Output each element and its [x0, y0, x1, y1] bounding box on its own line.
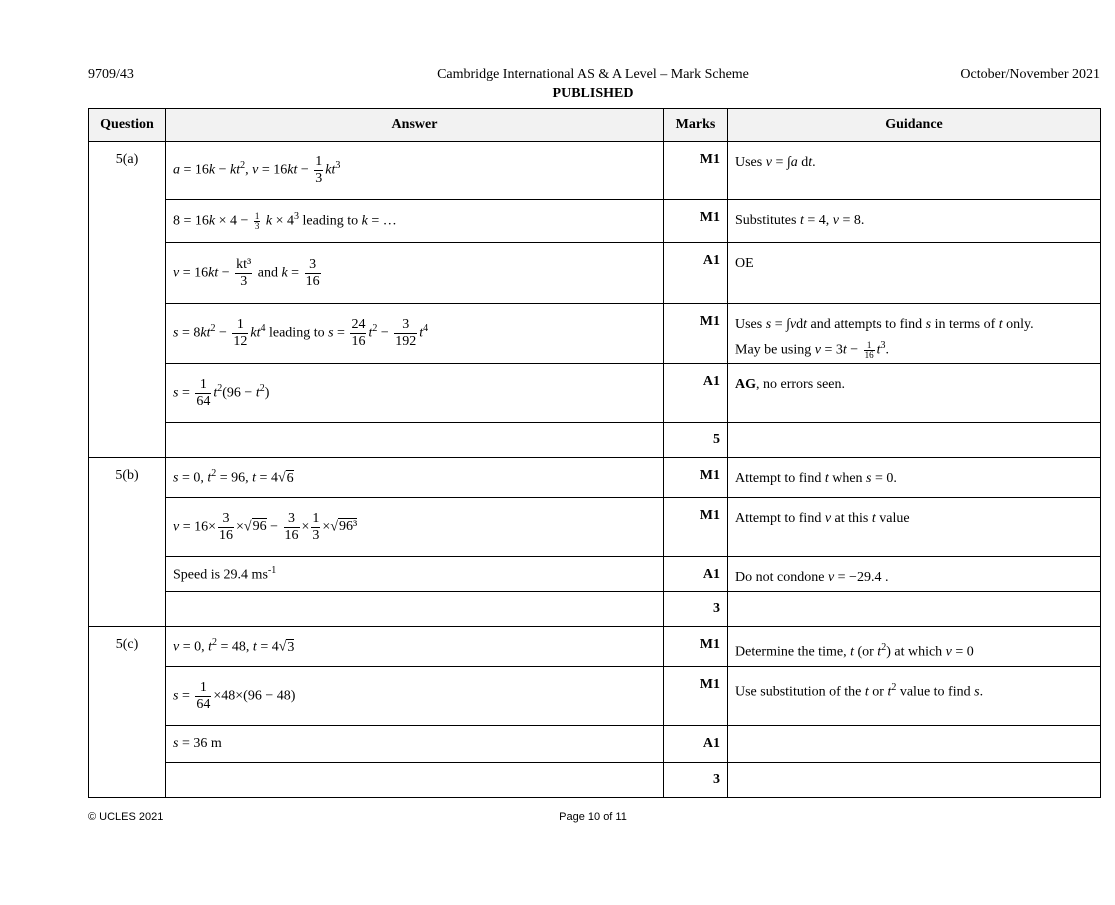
- math-variable: t: [887, 684, 892, 700]
- math-variable: kt: [287, 162, 298, 178]
- math-variable: s: [173, 688, 179, 704]
- denominator: 16: [351, 334, 366, 349]
- exam-session: October/November 2021: [960, 67, 1100, 82]
- math-variable: t: [419, 325, 424, 341]
- math-variable: a: [790, 155, 798, 170]
- math-variable: a: [173, 162, 180, 178]
- denominator: 16: [284, 527, 299, 543]
- numerator: 1: [195, 377, 211, 394]
- math-variable: kt: [200, 325, 211, 341]
- superscript: 2: [372, 323, 378, 335]
- math-variable: s: [974, 684, 980, 700]
- denominator: 3: [315, 171, 323, 186]
- math-variable: v: [832, 213, 839, 228]
- fraction: [394, 317, 417, 350]
- guidance-cell: Uses v = ∫a dt.: [728, 142, 1101, 200]
- fraction: [254, 212, 261, 231]
- table-row: [89, 592, 1101, 627]
- fraction: [350, 317, 366, 350]
- math-variable: v: [789, 317, 797, 332]
- math-variable: k: [208, 162, 216, 178]
- math-variable: kt: [250, 325, 261, 341]
- numerator: 1: [315, 154, 323, 169]
- numerator: kt³: [236, 256, 252, 272]
- fraction: [232, 317, 248, 350]
- numerator: 3: [394, 317, 417, 334]
- denominator: 16: [305, 273, 320, 289]
- numerator: 3: [218, 511, 234, 528]
- math-variable: v: [827, 570, 835, 585]
- mark-code: M1: [664, 458, 728, 498]
- col-marks: Marks: [664, 109, 728, 142]
- answer-cell: $s = 8kt^2$ − $\frac{1}{12}$ $kt^4$ leading to s = $\frac{24}{16}$ $t^2$ − $\frac{3}{192}$ $t^4$: [166, 304, 664, 364]
- answer-cell: [166, 592, 664, 627]
- denominator: 12: [233, 334, 248, 349]
- math-variable: t: [850, 644, 854, 660]
- table-row: [89, 763, 1101, 798]
- numerator: 1: [312, 510, 320, 526]
- superscript: 2: [212, 637, 218, 649]
- superscript: -1: [267, 564, 277, 576]
- answer-cell: s = $\frac{1}{64}$ ×48×(96 − 48): [166, 667, 664, 726]
- fraction: [311, 511, 320, 544]
- numerator: 1: [254, 210, 260, 221]
- superscript: 2: [881, 642, 887, 653]
- radicand: 96: [252, 519, 267, 535]
- math-variable: v: [173, 265, 180, 281]
- answer-cell: Speed is 29.4 $ms^{-1}$: [166, 557, 664, 592]
- answer-cell: s = 36 m: [166, 726, 664, 763]
- total-marks: 3: [664, 592, 728, 627]
- superscript: 2: [240, 160, 246, 172]
- math-variable: t: [213, 385, 218, 401]
- table-row: [89, 726, 1101, 763]
- math-variable: k: [281, 265, 288, 281]
- math-variable: s: [173, 385, 179, 401]
- math-variable: s: [925, 317, 932, 332]
- denominator: 16: [864, 349, 874, 360]
- math-variable: t: [998, 317, 1003, 332]
- guidance-cell: [728, 763, 1101, 798]
- fraction: [314, 154, 323, 187]
- math-variable: t: [876, 342, 881, 358]
- math-variable: k: [361, 213, 368, 229]
- superscript: 2: [211, 468, 217, 480]
- table-row: [89, 364, 1101, 423]
- guidance-cell: [728, 592, 1101, 627]
- math-variable: kt: [325, 162, 336, 178]
- math-variable: v: [814, 342, 821, 358]
- math-variable: s: [866, 471, 872, 486]
- math-variable: kt: [230, 162, 241, 178]
- mark-code: M1: [664, 498, 728, 557]
- fraction: [305, 257, 321, 290]
- fraction: [864, 341, 875, 360]
- mark-code: M1: [664, 304, 728, 364]
- denominator: 3: [312, 527, 320, 543]
- table-header: [89, 109, 1101, 142]
- math-variable: t: [252, 470, 257, 486]
- math-variable: kt: [208, 265, 219, 281]
- math-variable: t: [207, 470, 212, 486]
- superscript: 4: [260, 323, 266, 335]
- fraction: [195, 377, 211, 410]
- answer-cell: [166, 763, 664, 798]
- answer-cell: 8 = 16k × 4 − $\frac{1}{3}$ $k \times 4^3$ leading to k = …: [166, 200, 664, 243]
- mark-code: M1: [664, 142, 728, 200]
- table-row: [89, 458, 1101, 498]
- math-variable: v: [173, 519, 180, 535]
- fraction: [284, 511, 300, 544]
- guidance-cell: Attempt to find v at this t value: [728, 498, 1101, 557]
- denominator: 64: [196, 393, 211, 409]
- denominator: 64: [196, 696, 211, 712]
- table-row: [89, 423, 1101, 458]
- denominator: 3: [240, 273, 248, 289]
- square-root: √96³: [330, 519, 358, 535]
- mark-code: A1: [664, 557, 728, 592]
- bold-text: AG: [735, 377, 756, 392]
- table-row: [89, 243, 1101, 304]
- math-variable: t: [803, 317, 808, 332]
- math-variable: t: [864, 684, 869, 700]
- page-number: Page 10 of 11: [559, 811, 627, 823]
- math-variable: t: [255, 385, 260, 401]
- square-root: √96: [243, 519, 267, 535]
- col-guidance: Guidance: [728, 109, 1101, 142]
- denominator: 16: [219, 527, 234, 543]
- radicand: 6: [286, 470, 294, 486]
- answer-cell: s = 0, $t^2 = 96$, t = 4√6: [166, 458, 664, 498]
- guidance-cell: [728, 726, 1101, 763]
- table-row: [89, 200, 1101, 243]
- math-variable: s: [173, 736, 179, 751]
- math-variable: v: [252, 162, 259, 178]
- table-row: [89, 557, 1101, 592]
- math-variable: k: [208, 213, 216, 229]
- radicand: 96³: [339, 519, 358, 535]
- math-variable: t: [208, 639, 213, 655]
- math-variable: s: [765, 317, 772, 332]
- math-variable: t: [368, 325, 373, 341]
- mark-code: M1: [664, 200, 728, 243]
- guidance-cell: Uses s = ∫vdt and attempts to find s in terms of t only. May be using v = 3t − $\frac{1}{16}$ $t^3$.: [728, 304, 1101, 364]
- fraction: [235, 257, 252, 290]
- square-root: √6: [277, 470, 294, 486]
- table-row: [89, 304, 1101, 364]
- question-number: 5(a): [89, 142, 166, 458]
- table-row: [89, 627, 1101, 667]
- guidance-cell: OE: [728, 243, 1101, 304]
- question-number: 5(b): [89, 458, 166, 627]
- copyright: © UCLES 2021: [88, 811, 164, 823]
- answer-cell: [166, 423, 664, 458]
- total-marks: 5: [664, 423, 728, 458]
- numerator: 3: [305, 257, 321, 274]
- superscript: 3: [294, 211, 300, 223]
- math-variable: s: [173, 470, 179, 486]
- total-marks: 3: [664, 763, 728, 798]
- col-question: Question: [89, 109, 166, 142]
- answer-cell: v = 16kt − $\frac{\text{kt³}}{3}$ and k = $\frac{3}{16}$: [166, 243, 664, 304]
- superscript: 2: [259, 382, 265, 394]
- document-title: Cambridge International AS & A Level – Mark Scheme: [437, 67, 749, 82]
- numerator: 3: [284, 511, 300, 528]
- answer-cell: v = 0, $t^2 = 48$, t = 4√3: [166, 627, 664, 667]
- math-variable: t: [842, 342, 847, 358]
- math-variable: t: [252, 639, 257, 655]
- superscript: 2: [891, 682, 897, 693]
- guidance-cell: Determine the time, t (or $t^2$) at which v = 0: [728, 627, 1101, 667]
- mark-code: A1: [664, 726, 728, 763]
- superscript: 2: [210, 323, 216, 335]
- mark-code: A1: [664, 364, 728, 423]
- math-variable: t: [799, 213, 804, 228]
- guidance-cell: Attempt to find t when s = 0.: [728, 458, 1101, 498]
- numerator: 1: [232, 317, 248, 334]
- radicand: 3: [287, 639, 295, 655]
- numerator: 24: [351, 317, 366, 332]
- answer-cell: s = $\frac{1}{64}$ $t^2(96 - t^2)$: [166, 364, 664, 423]
- col-answer: Answer: [166, 109, 664, 142]
- table-row: [89, 667, 1101, 726]
- math-variable: s: [328, 325, 334, 341]
- numerator: 1: [864, 341, 875, 351]
- mark-code: A1: [664, 243, 728, 304]
- published-label: PUBLISHED: [552, 86, 634, 101]
- guidance-cell: Substitutes t = 4, v = 8.: [728, 200, 1101, 243]
- numerator: 1: [195, 680, 211, 697]
- math-variable: s: [173, 325, 179, 341]
- math-variable: k: [265, 213, 273, 229]
- guidance-cell: Use substitution of the t or $t^2$ value to find s.: [728, 667, 1101, 726]
- math-variable: t: [871, 511, 876, 526]
- math-variable: t: [877, 644, 882, 660]
- math-variable: v: [945, 644, 952, 660]
- question-number: 5(c): [89, 627, 166, 798]
- square-root: √3: [278, 639, 295, 655]
- math-variable: v: [173, 639, 180, 655]
- table-row: [89, 498, 1101, 557]
- mark-code: M1: [664, 667, 728, 726]
- answer-cell: v = 16× $\frac{3}{16}$ ×√96 − $\frac{3}{16}$ × $\frac{1}{3}$ ×√96³: [166, 498, 664, 557]
- guidance-cell: AG, no errors seen.: [728, 364, 1101, 423]
- mark-scheme-table: [88, 108, 1101, 798]
- denominator: 3: [254, 220, 260, 231]
- denominator: 192: [395, 334, 417, 349]
- math-variable: t: [808, 155, 813, 170]
- math-variable: v: [824, 511, 832, 526]
- superscript: 3: [880, 340, 886, 351]
- mark-code: M1: [664, 627, 728, 667]
- math-variable: t: [824, 471, 829, 486]
- answer-cell: $a = 16k - kt^2$, v = 16kt − $\frac{1}{3}$ $kt^3$: [166, 142, 664, 200]
- paper-code: 9709/43: [88, 67, 134, 82]
- superscript: 4: [423, 323, 429, 335]
- guidance-cell: [728, 423, 1101, 458]
- table-row: [89, 142, 1101, 200]
- superscript: 2: [217, 382, 223, 394]
- guidance-cell: Do not condone v = −29.4 .: [728, 557, 1101, 592]
- fraction: [218, 511, 234, 544]
- fraction: [195, 680, 211, 713]
- math-variable: v: [765, 155, 772, 170]
- superscript: 3: [335, 160, 341, 172]
